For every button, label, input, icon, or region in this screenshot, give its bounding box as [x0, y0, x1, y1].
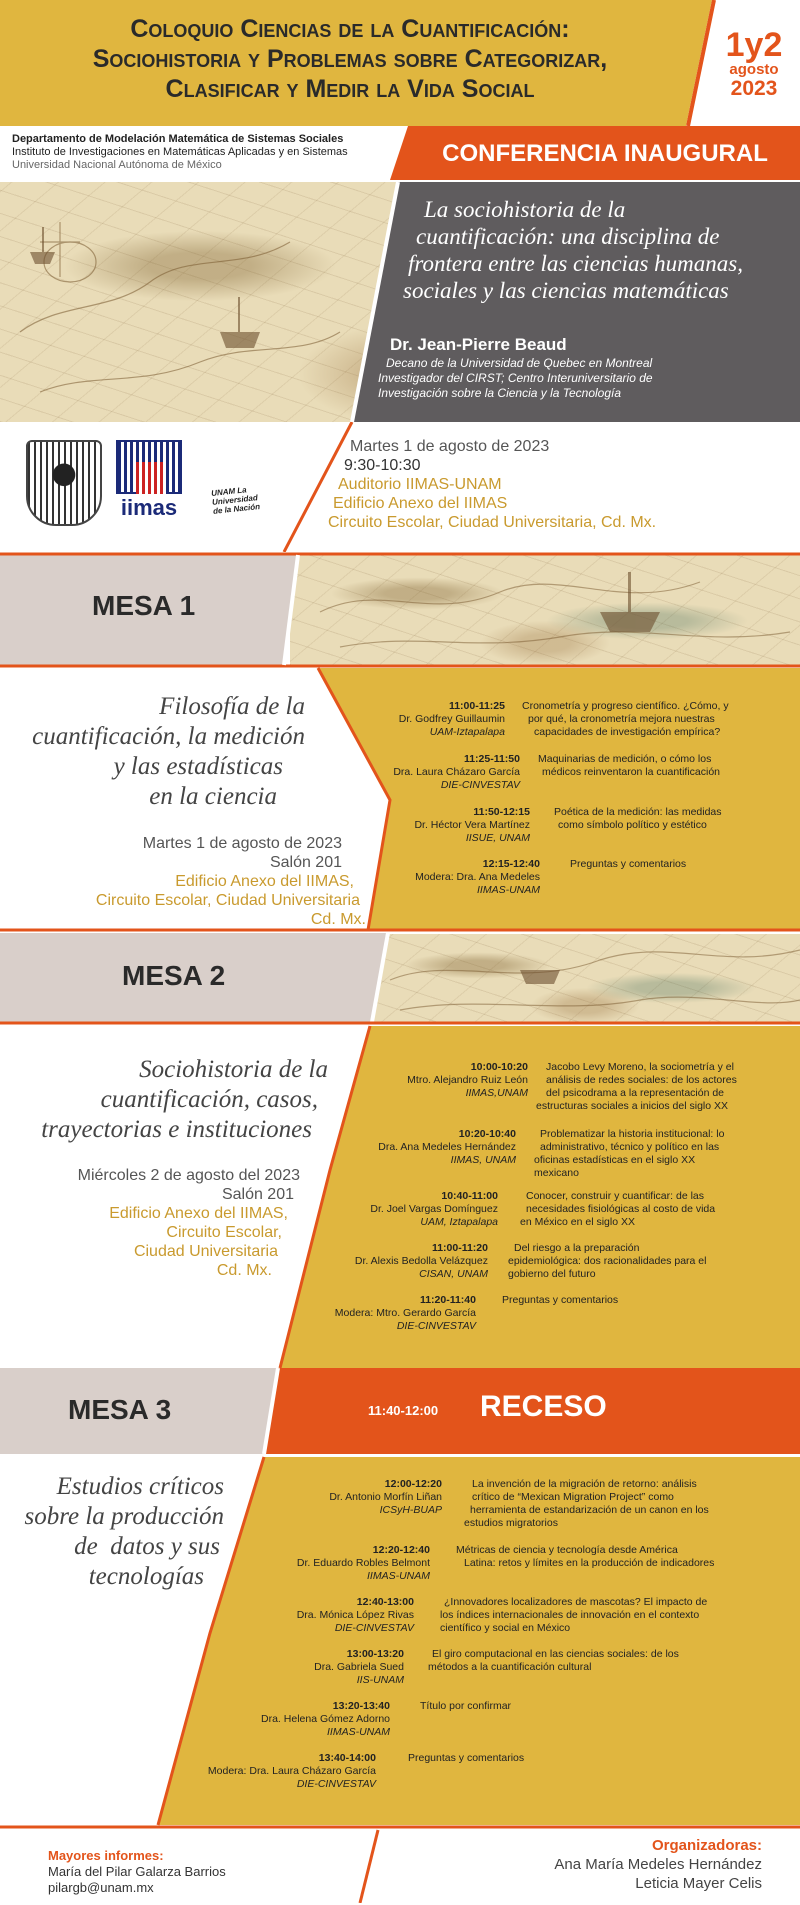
- unam-nation-logo: UNAM La Universidad de la Nación: [210, 485, 261, 516]
- session-talk-line-1: Maquinarias de medición, o cómo los: [538, 753, 712, 765]
- session-speaker: Dr. Joel Vargas Domínguez: [370, 1203, 498, 1215]
- session-speaker: Dra. Ana Medeles Hernández: [378, 1141, 516, 1153]
- session-affiliation: ICSyH-BUAP: [379, 1504, 442, 1516]
- session-talk-line-1: Problematizar la historia institucional: lo: [540, 1128, 725, 1140]
- mesa2-date: Miércoles 2 de agosto del 2023: [77, 1167, 300, 1184]
- session-affiliation: IIMAS-UNAM: [477, 884, 540, 896]
- session-affiliation: DIE-CINVESTAV: [296, 1778, 376, 1790]
- session-talk-line-2: necesidades fisiológicas al costo de vida: [526, 1203, 716, 1215]
- session-talk-line-3: oficinas estadísticas en el siglo XX: [534, 1154, 696, 1166]
- session-talk-line-1: Cronometría y progreso científico. ¿Cómo, y: [522, 700, 729, 712]
- info-email[interactable]: pilargb@unam.mx: [48, 1880, 154, 1895]
- inaugural-venue-2: Edificio Anexo del IIMAS: [333, 495, 508, 512]
- talk-title-line-4: sociales y las ciencias matemáticas: [403, 278, 729, 303]
- session-time: 11:25-11:50: [463, 753, 520, 765]
- session-affiliation: IIMAS, UNAM: [450, 1154, 516, 1166]
- mesa3-label: MESA 3: [68, 1394, 172, 1425]
- receso-time: 11:40-12:00: [368, 1403, 439, 1418]
- session-affiliation: DIE-CINVESTAV: [396, 1320, 476, 1332]
- session-speaker: Dra. Gabriela Sued: [314, 1661, 404, 1673]
- iimas-logo: [116, 440, 182, 526]
- session-talk-line-1: Métricas de ciencia y tecnología desde América: [456, 1544, 678, 1556]
- mesa3-title-line-4: tecnologías: [88, 1563, 204, 1590]
- session-time: 10:40-11:00: [441, 1190, 498, 1202]
- inaugural-talk-title: [400, 196, 790, 304]
- session-talk-line-4: estudios migratorios: [464, 1517, 558, 1529]
- talk-title-line-1: La sociohistoria de la: [424, 197, 626, 222]
- session-talk-line-2: Latina: retos y límites en la producción de indicadores: [464, 1557, 715, 1569]
- talk-title-line-2: cuantificación: una disciplina de: [416, 224, 720, 249]
- speaker-affiliation: [378, 356, 798, 401]
- session-affiliation: IIS-UNAM: [356, 1674, 404, 1686]
- inaugural-date: Martes 1 de agosto de 2023: [350, 438, 550, 455]
- mesa1-title-line-1: Filosofía de la: [159, 693, 305, 720]
- mesa3-title: [0, 1472, 224, 1592]
- session-talk-line-1: Del riesgo a la preparación: [514, 1242, 640, 1254]
- session-talk-line-4: estructuras sociales a inicios del siglo XX: [536, 1100, 729, 1112]
- session-talk-line-2: epidemiológica: dos racionalidades para el: [508, 1255, 707, 1267]
- inaugural-venue-1: Auditorio IIMAS-UNAM: [338, 476, 502, 493]
- mesa1-location: [0, 834, 366, 929]
- session-affiliation: IIMAS-UNAM: [327, 1726, 390, 1738]
- mesa1-date: Martes 1 de agosto de 2023: [142, 835, 342, 852]
- session-talk-line-1: ¿Innovadores localizadores de mascotas? El impacto de: [444, 1596, 708, 1608]
- inaugural-speaker: Dr. Jean-Pierre Beaud: [390, 335, 567, 354]
- session-talk-line-2: crítico de “Mexican Migration Project” como: [472, 1491, 674, 1503]
- footer-organizers: [480, 1836, 762, 1893]
- mesa3-title-line-1: Estudios críticos: [56, 1473, 224, 1500]
- mesa2-venue-2: Circuito Escolar,: [166, 1224, 282, 1241]
- footer-info: [48, 1848, 226, 1896]
- session-time: 11:50-12:15: [473, 806, 530, 818]
- session-time: 11:00-11:25: [448, 700, 505, 712]
- session-talk-line-1: Título por confirmar: [420, 1700, 512, 1712]
- session-talk-line-1: Preguntas y comentarios: [570, 858, 687, 870]
- session-speaker: Dra. Helena Gómez Adorno: [261, 1713, 390, 1725]
- mesa2-room: Salón 201: [221, 1186, 294, 1203]
- mesa2-venue-3: Ciudad Universitaria: [133, 1243, 278, 1260]
- mesa2-location: [0, 1166, 300, 1280]
- mesa1-venue-2: Circuito Escolar, Ciudad Universitaria: [95, 892, 360, 909]
- session-speaker: Modera: Mtro. Gerardo García: [334, 1307, 476, 1319]
- session-speaker: Dr. Antonio Morfín Liñan: [329, 1491, 442, 1503]
- session-affiliation: IISUE, UNAM: [465, 832, 530, 844]
- session-talk-line-2: los índices internacionales de innovación en el contexto: [440, 1609, 700, 1621]
- session-speaker: Mtro. Alejandro Ruiz León: [407, 1074, 528, 1086]
- speaker-info-line-1: Decano de la Universidad de Quebec en Montreal: [386, 356, 653, 370]
- institution-university: Universidad Nacional Autónoma de México: [12, 159, 222, 171]
- session-talk-line-1: La invención de la migración de retorno: análisis: [472, 1478, 697, 1490]
- session-speaker: Dr. Godfrey Guillaumin: [398, 713, 505, 725]
- session-speaker: Dra. Mónica López Rivas: [296, 1609, 414, 1621]
- session-talk-line-2: análisis de redes sociales: de los actores: [546, 1074, 737, 1086]
- session-speaker: Modera: Dra. Ana Medeles: [415, 871, 540, 883]
- session-talk-line-2: como símbolo político y estético: [558, 819, 707, 831]
- session-time: 13:40-14:00: [318, 1752, 376, 1764]
- mesa3-title-line-3: de datos y sus: [74, 1533, 220, 1560]
- mesa1-room: Salón 201: [269, 854, 342, 871]
- mesa1-label: MESA 1: [92, 590, 196, 621]
- mesa1-title-line-2: cuantificación, la medición: [32, 723, 305, 750]
- institution-department: Departamento de Modelación Matemática de Sistemas Sociales: [12, 133, 344, 145]
- institution-institute: Instituto de Investigaciones en Matemáticas Aplicadas y en Sistemas: [12, 146, 348, 158]
- organizer-1: Ana María Medeles Hernández: [554, 1856, 762, 1873]
- speaker-info-line-2: Investigador del CIRST; Centro Interuniversitario de: [378, 371, 653, 385]
- session-time: 12:20-12:40: [372, 1544, 430, 1556]
- mesa2-title-line-3: trayectorias e instituciones: [41, 1116, 312, 1143]
- session-speaker: Dr. Eduardo Robles Belmont: [296, 1557, 430, 1569]
- mesa3-shapes: [0, 1368, 800, 1903]
- session-affiliation: UAM-Iztapalapa: [429, 726, 505, 738]
- receso-label: RECESO: [480, 1390, 607, 1423]
- talk-title-line-3: frontera entre las ciencias humanas,: [408, 251, 743, 276]
- mesa1-venue-3: Cd. Mx.: [310, 911, 366, 928]
- session-talk-line-3: del psicodrama a la representación de: [546, 1087, 725, 1099]
- session-talk-line-2: administrativo, técnico y político en las: [540, 1141, 720, 1153]
- colloquium-title: [0, 14, 700, 104]
- session-affiliation: CISAN, UNAM: [419, 1268, 488, 1280]
- session-talk-line-2: por qué, la cronometría mejora nuestras: [528, 713, 715, 725]
- session-affiliation: UAM, Iztapalapa: [420, 1216, 498, 1228]
- session-talk-line-1: Jacobo Levy Moreno, la sociometría y el: [546, 1061, 734, 1073]
- session-talk-line-1: Conocer, construir y cuantificar: de las: [526, 1190, 704, 1202]
- date-month: agosto: [729, 61, 779, 78]
- session-affiliation: DIE-CINVESTAV: [440, 779, 520, 791]
- session-time: 13:00-13:20: [346, 1648, 404, 1660]
- mesa2-venue-1: Edificio Anexo del IIMAS,: [109, 1205, 288, 1222]
- session-time: 10:00-10:20: [470, 1061, 528, 1073]
- title-line-1: Coloquio Ciencias de la Cuantificación:: [130, 15, 570, 43]
- session-time: 12:00-12:20: [384, 1478, 442, 1490]
- iimas-logo-mark: [116, 440, 182, 494]
- session-time: 10:20-10:40: [458, 1128, 516, 1140]
- header-date: [708, 28, 800, 100]
- session-talk-line-4: mexicano: [534, 1167, 579, 1179]
- session-speaker: Modera: Dra. Laura Cházaro García: [207, 1765, 376, 1777]
- organizer-2: Leticia Mayer Celis: [635, 1875, 762, 1892]
- inaugural-venue-3: Circuito Escolar, Ciudad Universitaria, Cd. Mx.: [328, 514, 657, 531]
- session-talk-line-2: métodos a la cuantificación cultural: [428, 1661, 592, 1673]
- session-talk-line-1: El giro computacional en las ciencias sociales: de los: [432, 1648, 679, 1660]
- session-talk-line-2: médicos reinventaron la cuantificación: [542, 766, 721, 778]
- session-time: 12:40-13:00: [356, 1596, 414, 1608]
- date-year: 2023: [730, 77, 778, 100]
- mesa1-title: [0, 692, 305, 812]
- session-time: 13:20-13:40: [332, 1700, 390, 1712]
- session-time: 11:20-11:40: [419, 1294, 476, 1306]
- session-talk-line-3: capacidades de investigación empírica?: [534, 726, 721, 738]
- title-line-3: Clasificar y Medir la Vida Social: [165, 75, 535, 103]
- session-speaker: Dra. Laura Cházaro García: [393, 766, 520, 778]
- session-time: 12:15-12:40: [482, 858, 540, 870]
- mesa3-title-line-2: sobre la producción: [24, 1503, 224, 1530]
- session-speaker: Dr. Héctor Vera Martínez: [414, 819, 530, 831]
- mesa2-title: [0, 1055, 328, 1145]
- mesa2-venue-4: Cd. Mx.: [216, 1262, 272, 1279]
- info-name: María del Pilar Galarza Barrios: [48, 1864, 226, 1879]
- session-talk-line-1: Poética de la medición: las medidas: [554, 806, 722, 818]
- info-label: Mayores informes:: [48, 1848, 164, 1863]
- session-affiliation: DIE-CINVESTAV: [334, 1622, 414, 1634]
- header-band: [0, 0, 800, 126]
- date-days: 1y2: [725, 26, 783, 64]
- session-affiliation: IIMAS-UNAM: [367, 1570, 430, 1582]
- speaker-info-line-3: Investigación sobre la Ciencia y la Tecnología: [378, 386, 622, 400]
- session-talk-line-1: Preguntas y comentarios: [408, 1752, 525, 1764]
- mesa1-title-line-3: y las estadísticas: [113, 753, 283, 780]
- mesa1-venue-1: Edificio Anexo del IIMAS,: [175, 873, 354, 890]
- mesa2-title-line-2: cuantificación, casos,: [100, 1086, 318, 1113]
- institution-block: [12, 133, 412, 172]
- inaugural-time: 9:30-10:30: [344, 457, 421, 474]
- mesa2-title-line-1: Sociohistoria de la: [139, 1056, 328, 1083]
- session-talk-line-1: Preguntas y comentarios: [502, 1294, 619, 1306]
- unam-seal-logo: [26, 440, 102, 526]
- session-affiliation: IIMAS,UNAM: [465, 1087, 528, 1099]
- inaugural-banner: CONFERENCIA INAUGURAL: [442, 140, 768, 167]
- mesa2-label: MESA 2: [122, 960, 226, 991]
- organizers-label: Organizadoras:: [651, 1837, 762, 1854]
- session-time: 11:00-11:20: [431, 1242, 488, 1254]
- mesa1-title-line-4: en la ciencia: [149, 783, 277, 810]
- session-speaker: Dr. Alexis Bedolla Velázquez: [354, 1255, 488, 1267]
- session-talk-line-3: herramienta de estandarización de un canon en los: [470, 1504, 709, 1516]
- session-talk-line-3: gobierno del futuro: [508, 1268, 596, 1280]
- session-talk-line-3: en México en el siglo XX: [520, 1216, 635, 1228]
- title-line-2: Sociohistoria y Problemas sobre Categorizar,: [92, 45, 608, 73]
- session-talk-line-3: científico y social en México: [440, 1622, 571, 1634]
- iimas-logo-text: iimas: [120, 495, 178, 520]
